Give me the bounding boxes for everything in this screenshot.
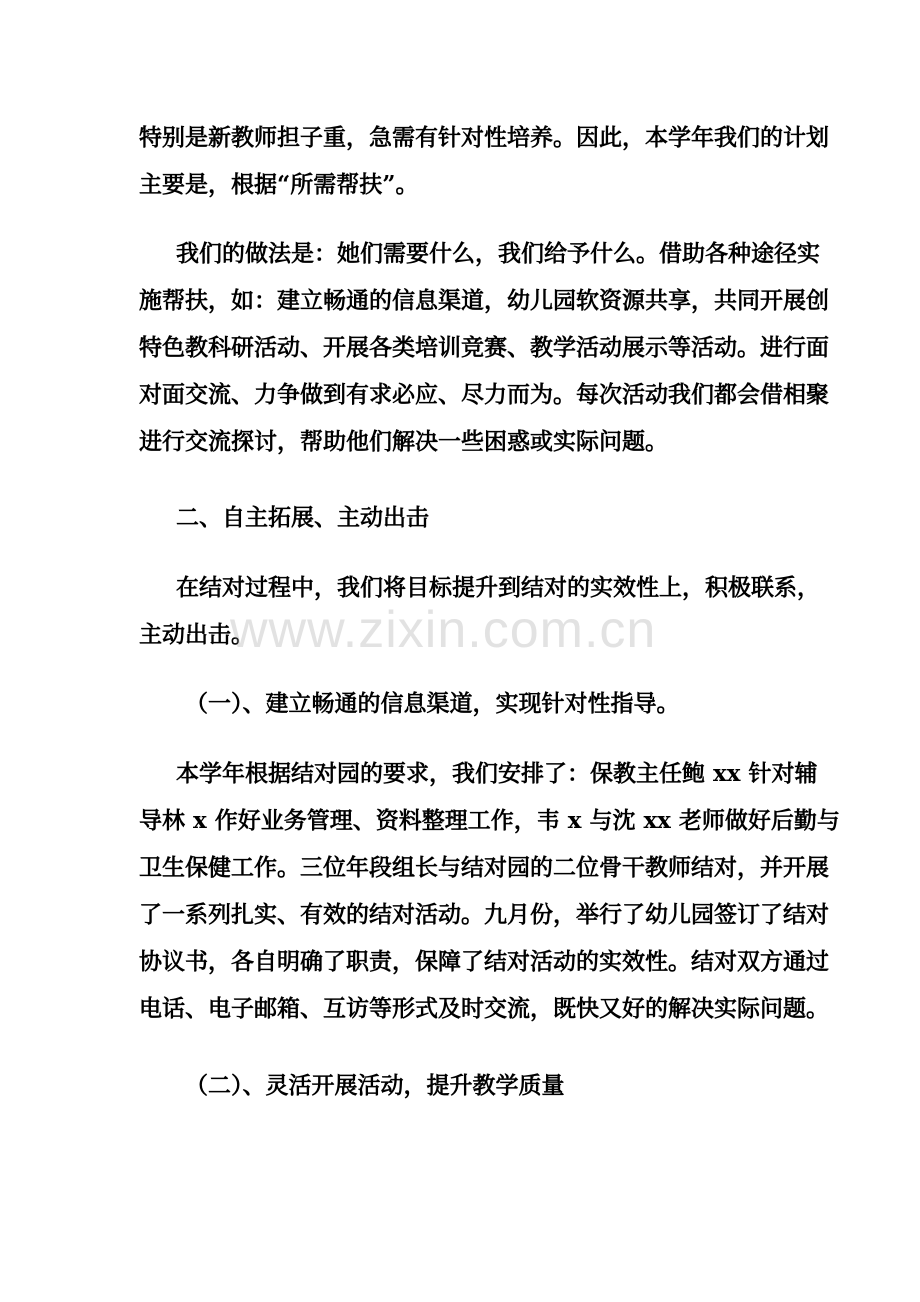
paragraph-line: 卫生保健工作。三位年段组长与结对园的二位骨干教师结对，并开展 [139, 854, 829, 881]
paragraph-4 [139, 564, 820, 658]
paragraph-line: 我们的做法是：她们需要什么，我们给予什么。借助各种途径实 [176, 240, 820, 267]
paragraph-1 [139, 114, 829, 208]
paragraph-line: 主要是，根据“所需帮扶”。 [139, 171, 419, 198]
paragraph-line: 进行交流探讨，帮助他们解决一些困惑或实际问题。 [139, 428, 668, 455]
section-heading-text: 二、自主拓展、主动出击 [176, 504, 429, 531]
subheading-text: （二）、灵活开展活动，提升教学质量 [185, 1072, 565, 1099]
paragraph-line: 本学年根据结对园的要求，我们安排了：保教主任鲍 xx 针对辅 [176, 760, 818, 787]
paragraph-line: 在结对过程中，我们将目标提升到结对的实效性上，积极联系， [176, 574, 820, 601]
subheading-text: （一）、建立畅通的信息渠道，实现针对性指导。 [185, 690, 680, 717]
paragraph-line: 特色教科研活动、开展各类培训竞赛、教学活动展示等活动。进行面 [139, 334, 829, 361]
paragraph-2 [139, 230, 829, 465]
paragraph-6 [139, 750, 840, 1032]
watermark-text: www.zixin.com.cn [230, 601, 657, 659]
paragraph-line: 对面交流、力争做到有求必应、尽力而为。每次活动我们都会借相聚 [139, 381, 829, 408]
paragraph-line: 电话、电子邮箱、互访等形式及时交流，既快又好的解决实际问题。 [139, 995, 829, 1022]
subheading-2 [139, 1062, 789, 1109]
subheading-1 [139, 680, 789, 727]
paragraph-line: 导林 x 作好业务管理、资料整理工作，韦 x 与沈 xx 老师做好后勤与 [139, 807, 840, 834]
paragraph-line: 主动出击。 [139, 621, 254, 648]
paragraph-line: 了一系列扎实、有效的结对活动。九月份，举行了幼儿园签订了结对 [139, 901, 829, 928]
section-heading-2 [139, 494, 789, 541]
paragraph-line: 协议书，各自明确了职责，保障了结对活动的实效性。结对双方通过 [139, 948, 829, 975]
paragraph-line: 特别是新教师担子重，急需有针对性培养。因此，本学年我们的计划 [139, 124, 829, 151]
paragraph-line: 施帮扶，如：建立畅通的信息渠道，幼儿园软资源共享，共同开展创 [139, 287, 829, 314]
